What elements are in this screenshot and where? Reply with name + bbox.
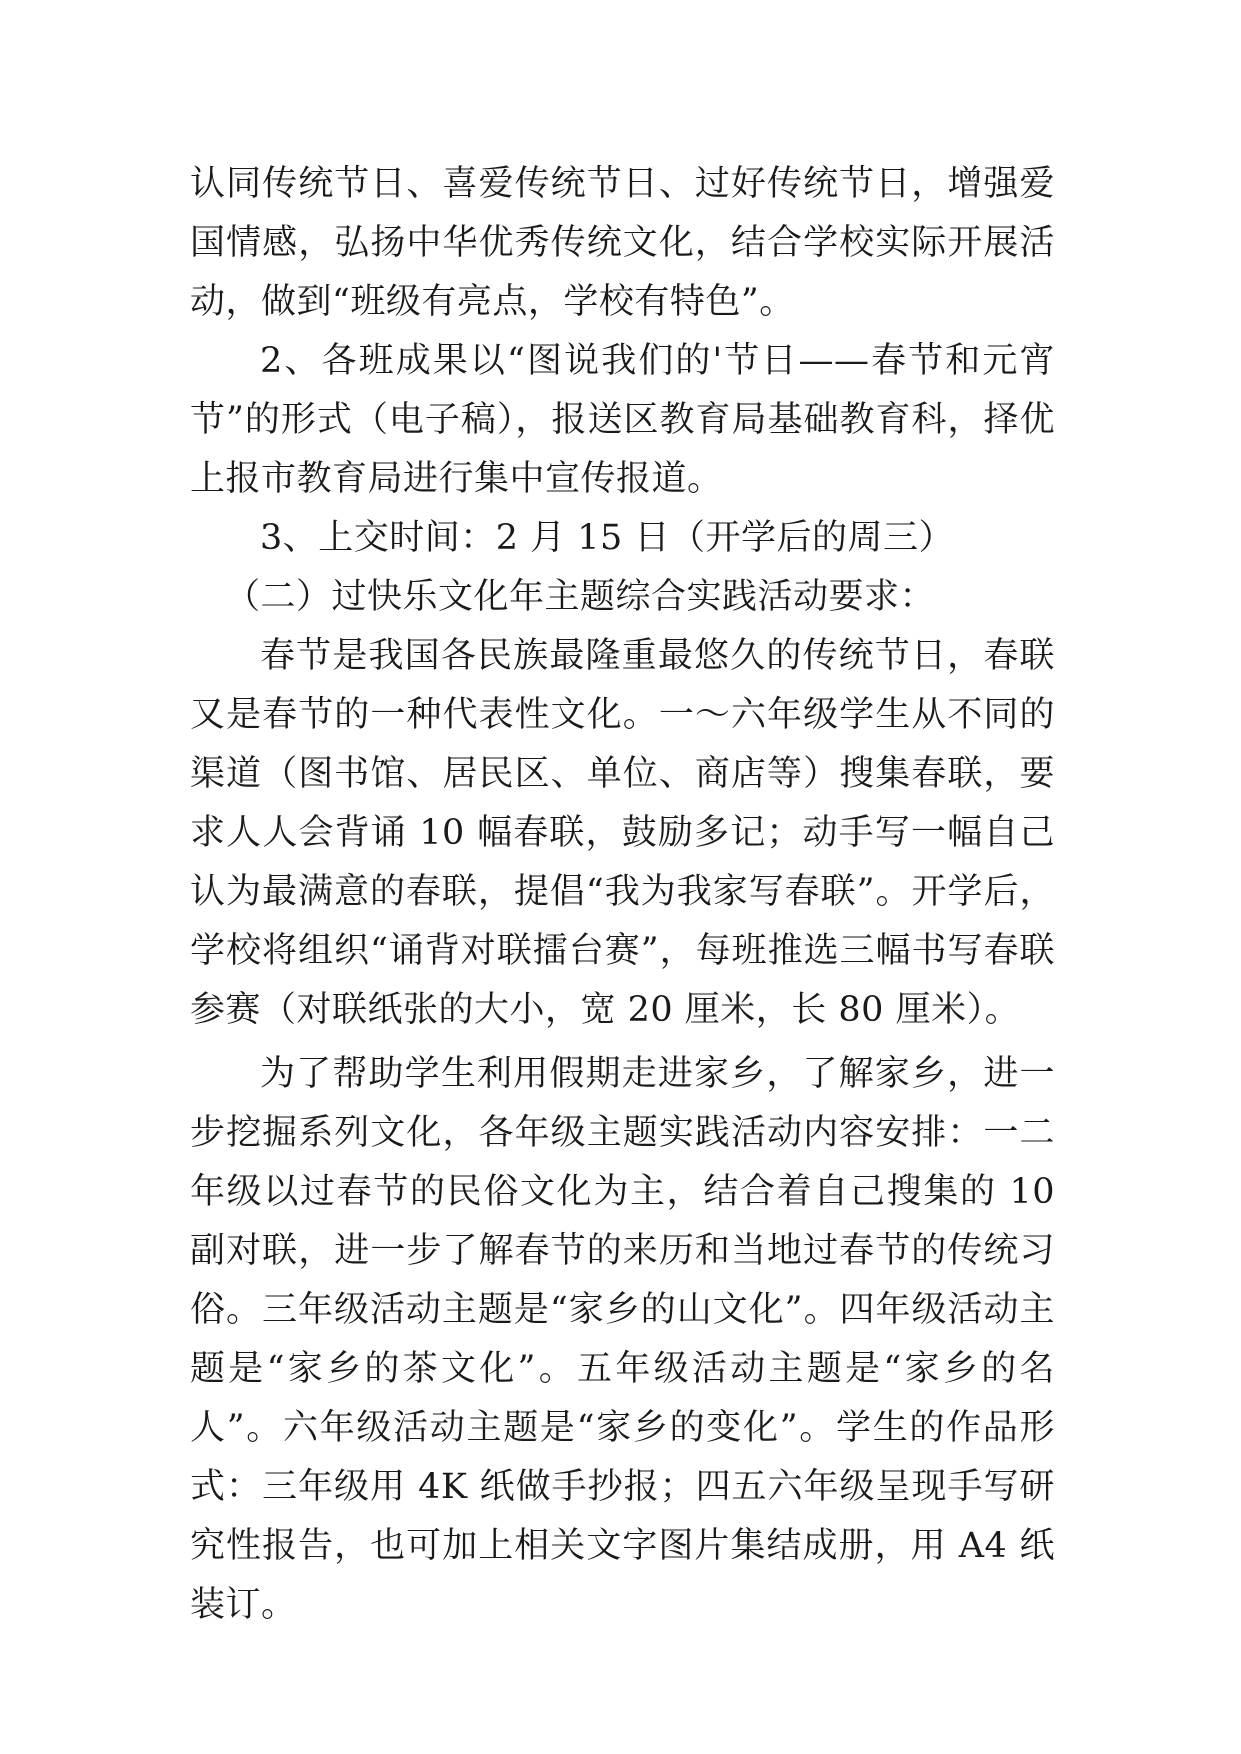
paragraph-continuation: 认同传统节日、喜爱传统节日、过好传统节日，增强爱国情感，弘扬中华优秀传统文化，结合学校实际开展活动，做到“班级有亮点，学校有特色”。: [190, 164, 1055, 322]
document-body: [190, 155, 1055, 1635]
paragraph-spring-couplets: 春节是我国各民族最隆重最悠久的传统节日，春联又是春节的一种代表性文化。一～六年级学生从不同的渠道（图书馆、居民区、单位、商店等）搜集春联，要求人人会背诵 10 幅春联，鼓励多记；动手写一幅自己认为最满意的春联，提倡“我为我家写春联”。开学后，学校将组织“诵背对联擂台赛”，每班推选三幅书写春联参赛（对联纸张的大小，宽 20 厘米，长 80 厘米）。: [190, 636, 1055, 1030]
paragraph-item-2: 2、各班成果以“图说我们的'节日——春节和元宵节”的形式（电子稿），报送区教育局基础教育科，择优上报市教育局进行集中宣传报道。: [190, 341, 1055, 499]
section-heading: （二）过快乐文化年主题综合实践活动要求：: [225, 577, 936, 617]
paragraph-item-3: 3、上交时间：2 月 15 日（开学后的周三）: [260, 518, 954, 558]
paragraph-hometown-activities: 为了帮助学生利用假期走进家乡，了解家乡，进一步挖掘系列文化，各年级主题实践活动内容安排：一二年级以过春节的民俗文化为主，结合着自己搜集的 10 副对联，进一步了解春节的来历和当地过春节的传统习俗。三年级活动主题是“家乡的山文化”。四年级活动主题是“家乡的茶文化”。五年级活动主题是“家乡的名人”。六年级活动主题是“家乡的变化”。学生的作品形式：三年级用 4K 纸做手抄报；四五六年级呈现手写研究性报告，也可加上相关文字图片集结成册，用 A4 纸装订。: [190, 1054, 1055, 1625]
